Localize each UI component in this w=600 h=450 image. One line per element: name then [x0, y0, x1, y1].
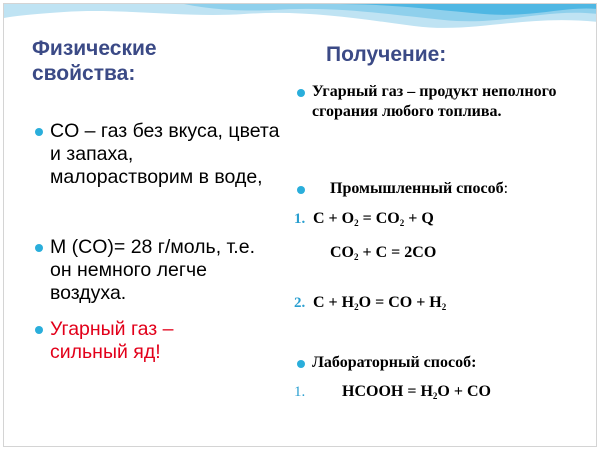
physical-properties-heading: Физические свойства: [32, 37, 157, 85]
bullet-icon [297, 186, 305, 194]
bullet-icon [297, 360, 305, 368]
laboratory-method-label: Лабораторный способ: [312, 354, 477, 371]
equation-c-h2o: $C + H_2O$ = CO + $H_2$ [313, 294, 447, 312]
property-poison-warning: Угарный газ – сильный яд! [50, 318, 174, 363]
slide [3, 3, 597, 447]
equation-formic-acid: HCOOH = $H_2O$ + CO [342, 383, 491, 401]
equation-co2-c: $CO_2 + C = 2CO$ [330, 244, 437, 262]
production-incomplete-combustion: Угарный газ – продукт неполного сгорания любого топлива. [312, 83, 557, 120]
industrial-method-label: Промышленный способ: [330, 180, 509, 197]
production-heading: Получение: [326, 43, 447, 66]
step-number: 1. [294, 384, 306, 400]
property-molar-mass: M (CO)= 28 г/моль, т.е. он немного легче воздуха. [50, 236, 255, 304]
property-co-description: CO – газ без вкуса, цвета и запаха, малорастворим в воде, [50, 120, 280, 188]
bullet-icon [35, 244, 43, 252]
step-number: 1. [294, 211, 306, 227]
step-number: 2. [294, 295, 306, 311]
bullet-icon [35, 326, 43, 334]
bullet-icon [297, 89, 305, 97]
equation-c-o2: $C + O_2 = CO_2 + Q$ [313, 210, 434, 228]
bullet-icon [35, 128, 43, 136]
